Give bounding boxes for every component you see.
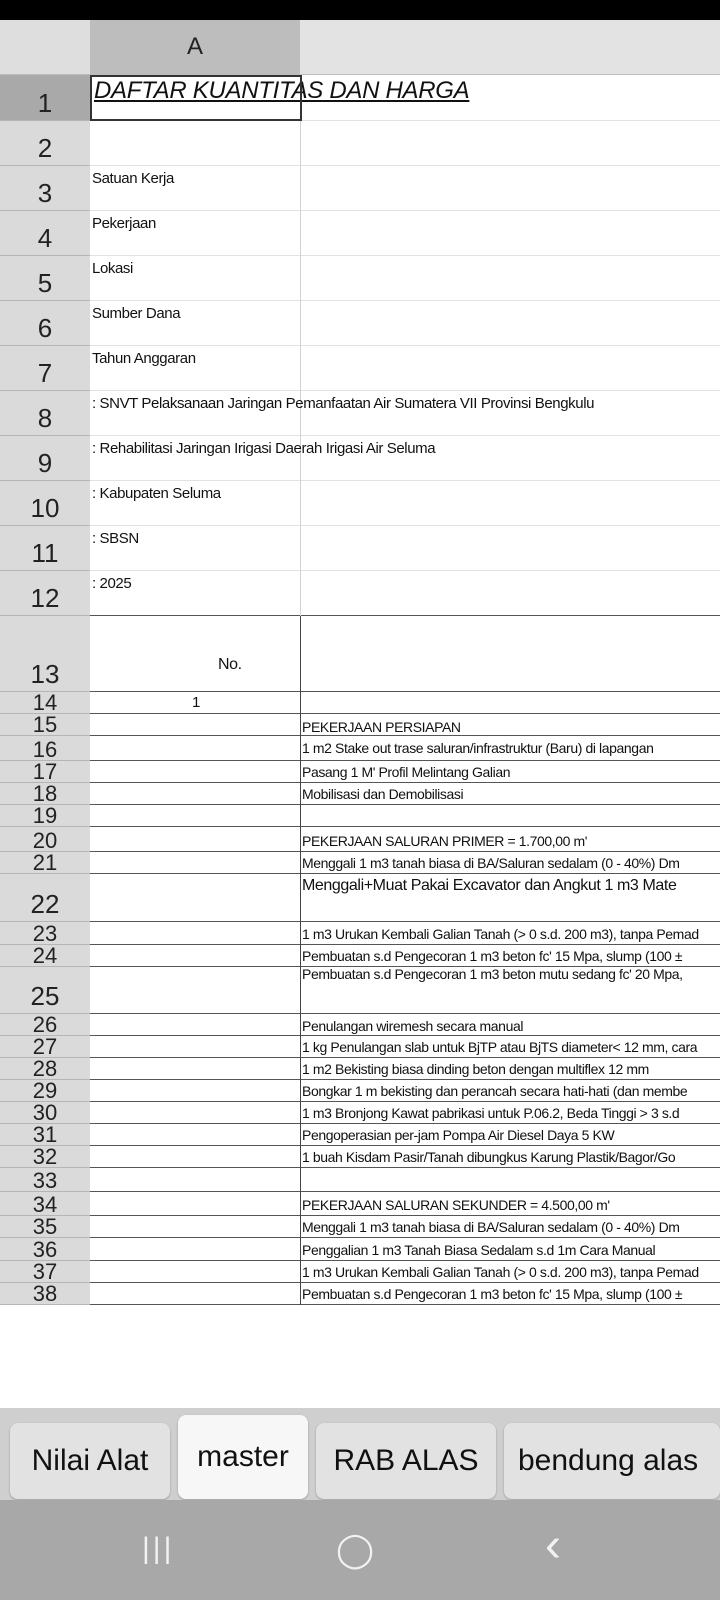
select-all-corner[interactable]: [0, 20, 91, 74]
cell-text: Lokasi: [92, 260, 133, 277]
row-header-22[interactable]: 22: [0, 874, 90, 922]
row-header-13[interactable]: 13: [0, 616, 90, 692]
cell-text: 1 m3 Urukan Kembali Galian Tanah (> 0 s.d. 200 m3), tanpa Pemad: [302, 926, 699, 942]
column-divider: [300, 1146, 301, 1168]
row-header-28[interactable]: 28: [0, 1058, 90, 1080]
row-35[interactable]: [0, 1216, 720, 1238]
column-divider: [300, 121, 301, 166]
sheet-tab-bendung-alas[interactable]: bendung alas: [504, 1423, 720, 1499]
column-divider: [300, 1192, 301, 1216]
cell-text: Menggali 1 m3 tanah biasa di BA/Saluran sedalam (0 - 40%) Dm: [302, 1219, 680, 1235]
row-cells-33[interactable]: [90, 1168, 720, 1192]
row-header-12[interactable]: 12: [0, 571, 90, 616]
row-cells-5[interactable]: [90, 256, 720, 301]
row-header-27[interactable]: 27: [0, 1036, 90, 1058]
column-divider: [300, 1102, 301, 1124]
column-divider: [300, 1168, 301, 1192]
column-divider: [300, 1238, 301, 1261]
column-divider: [300, 1036, 301, 1058]
row-37[interactable]: [0, 1261, 720, 1283]
row-header-32[interactable]: 32: [0, 1146, 90, 1168]
back-icon[interactable]: ‹: [545, 1519, 561, 1572]
column-divider: [300, 1058, 301, 1080]
cell-text: PEKERJAAN SALURAN PRIMER = 1.700,00 m': [302, 833, 588, 849]
row-header-26[interactable]: 26: [0, 1014, 90, 1036]
row-3[interactable]: [0, 166, 720, 211]
column-divider: [300, 761, 301, 783]
row-header-30[interactable]: 30: [0, 1102, 90, 1124]
row-header-6[interactable]: 6: [0, 301, 90, 346]
row-27[interactable]: [0, 1036, 720, 1058]
sheet-tab-rab-alas[interactable]: RAB ALAS: [316, 1423, 496, 1499]
row-header-9[interactable]: 9: [0, 436, 90, 481]
cell-text: Pekerjaan: [92, 215, 156, 232]
row-12[interactable]: [0, 571, 720, 616]
row-header-8[interactable]: 8: [0, 391, 90, 436]
cell-text: Pembuatan s.d Pengecoran 1 m3 beton fc' 15 Mpa, slump (100 ±: [302, 1286, 683, 1302]
row-38[interactable]: [0, 1283, 720, 1305]
row-header-37[interactable]: 37: [0, 1261, 90, 1283]
column-divider: [300, 922, 301, 945]
cell-text: Mobilisasi dan Demobilisasi: [302, 786, 464, 802]
cell-text: Bongkar 1 m bekisting dan perancah secara hati-hati (dan membe: [302, 1083, 688, 1099]
row-header-38[interactable]: 38: [0, 1283, 90, 1305]
row-34[interactable]: [0, 1192, 720, 1216]
row-header-33[interactable]: 33: [0, 1168, 90, 1192]
row-header-19[interactable]: 19: [0, 805, 90, 827]
column-divider: [300, 1124, 301, 1146]
row-9[interactable]: [0, 436, 720, 481]
row-28[interactable]: [0, 1058, 720, 1080]
cell-text: Pengoperasian per-jam Pompa Air Diesel Daya 5 KW: [302, 1127, 615, 1143]
cell-text: : 2025: [92, 575, 132, 592]
cell-text: Pembuatan s.d Pengecoran 1 m3 beton fc' 15 Mpa, slump (100 ±: [302, 948, 683, 964]
recent-apps-icon[interactable]: |||: [142, 1532, 175, 1565]
row-17[interactable]: [0, 761, 720, 783]
row-29[interactable]: [0, 1080, 720, 1102]
cell-text: 1 m2 Bekisting biasa dinding beton dengan multiflex 12 mm: [302, 1061, 649, 1077]
cell-text: 1 m2 Stake out trase saluran/infrastruktur (Baru) di lapangan: [302, 740, 654, 756]
column-divider: [300, 616, 301, 692]
cell-text: Tahun Anggaran: [92, 350, 196, 367]
cell-text: Pasang 1 M' Profil Melintang Galian: [302, 764, 511, 780]
row-header-2[interactable]: 2: [0, 121, 90, 166]
cell-text: : Rehabilitasi Jaringan Irigasi Daerah Irigasi Air Seluma: [92, 440, 436, 457]
column-divider: [300, 1261, 301, 1283]
sheet-tab-master[interactable]: master: [178, 1415, 308, 1499]
row-cells-6[interactable]: [90, 301, 720, 346]
cell-text: 1 kg Penulangan slab untuk BjTP atau BjTS diameter< 12 mm, cara: [302, 1039, 698, 1055]
row-cells-13[interactable]: [90, 616, 720, 692]
row-header-7[interactable]: 7: [0, 346, 90, 391]
column-divider: [300, 967, 301, 1014]
row-header-29[interactable]: 29: [0, 1080, 90, 1102]
cell-text: Sumber Dana: [92, 305, 181, 322]
row-header-15[interactable]: 15: [0, 714, 90, 736]
row-30[interactable]: [0, 1102, 720, 1124]
column-divider: [300, 166, 301, 211]
cell-text: Pembuatan s.d Pengecoran 1 m3 beton mutu sedang fc' 20 Mpa,: [302, 966, 683, 982]
row-36[interactable]: [0, 1238, 720, 1261]
column-divider: [300, 852, 301, 874]
column-divider: [300, 256, 301, 301]
sheet-tab-nilai-alat[interactable]: Nilai Alat: [10, 1423, 170, 1499]
column-divider: [300, 211, 301, 256]
row-header-17[interactable]: 17: [0, 761, 90, 783]
column-divider: [300, 692, 301, 714]
row-1[interactable]: [0, 75, 720, 121]
column-divider: [300, 945, 301, 967]
row-header-1[interactable]: 1: [0, 75, 90, 121]
column-divider: [300, 1283, 301, 1305]
row-10[interactable]: [0, 481, 720, 526]
cell-text: PEKERJAAN PERSIAPAN: [302, 719, 461, 735]
row-31[interactable]: [0, 1124, 720, 1146]
row-4[interactable]: [0, 211, 720, 256]
cell-text: : Kabupaten Seluma: [92, 485, 221, 502]
row-6[interactable]: [0, 301, 720, 346]
row-header-5[interactable]: 5: [0, 256, 90, 301]
sheet-title-cell-text: DAFTAR KUANTITAS DAN HARGA: [94, 77, 470, 104]
column-divider: [300, 714, 301, 736]
row-16[interactable]: [0, 736, 720, 761]
column-divider: [300, 805, 301, 827]
cell-text: Menggali+Muat Pakai Excavator dan Angkut 1 m3 Mate: [302, 877, 677, 894]
row-cells-11[interactable]: [90, 526, 720, 571]
column-header-next[interactable]: [300, 20, 720, 74]
row-23[interactable]: [0, 922, 720, 945]
row-32[interactable]: [0, 1146, 720, 1168]
row-header-4[interactable]: 4: [0, 211, 90, 256]
row-18[interactable]: [0, 783, 720, 805]
row-header-18[interactable]: 18: [0, 783, 90, 805]
column-divider: [300, 827, 301, 852]
row-15[interactable]: [0, 714, 720, 736]
cell-grid[interactable]: [0, 75, 720, 1408]
cell-text: Menggali 1 m3 tanah biasa di BA/Saluran sedalam (0 - 40%) Dm: [302, 855, 680, 871]
system-navigation-bar: [0, 1500, 720, 1600]
row-19[interactable]: [0, 805, 720, 827]
row-header-11[interactable]: 11: [0, 526, 90, 571]
row-24[interactable]: [0, 945, 720, 967]
row-21[interactable]: [0, 852, 720, 874]
row-cells-12[interactable]: [90, 571, 720, 616]
row-header-34[interactable]: 34: [0, 1192, 90, 1216]
row-header-25[interactable]: 25: [0, 967, 90, 1014]
row-13[interactable]: [0, 616, 720, 692]
row-7[interactable]: [0, 346, 720, 391]
home-icon[interactable]: ◯: [336, 1531, 375, 1569]
row-cells-14[interactable]: [90, 692, 720, 714]
cell-text: Penulangan wiremesh secara manual: [302, 1018, 524, 1034]
row-cells-3[interactable]: [90, 166, 720, 211]
column-divider: [300, 301, 301, 346]
row-header-31[interactable]: 31: [0, 1124, 90, 1146]
row-25[interactable]: [0, 967, 720, 1014]
row-33[interactable]: [0, 1168, 720, 1192]
row-14[interactable]: [0, 692, 720, 714]
column-divider: [300, 1080, 301, 1102]
row-header-21[interactable]: 21: [0, 852, 90, 874]
cell-text: No.: [218, 656, 242, 673]
column-divider: [300, 346, 301, 391]
row-header-16[interactable]: 16: [0, 736, 90, 761]
row-header-35[interactable]: 35: [0, 1216, 90, 1238]
column-divider: [300, 736, 301, 761]
cell-text: PEKERJAAN SALURAN SEKUNDER = 4.500,00 m': [302, 1197, 610, 1213]
row-2[interactable]: [0, 121, 720, 166]
row-cells-4[interactable]: [90, 211, 720, 256]
column-divider: [300, 783, 301, 805]
row-header-10[interactable]: 10: [0, 481, 90, 526]
spreadsheet-screen: [0, 20, 720, 1600]
row-22[interactable]: [0, 874, 720, 922]
cell-text: 1: [192, 694, 200, 711]
row-header-3[interactable]: 3: [0, 166, 90, 211]
cell-text: : SNVT Pelaksanaan Jaringan Pemanfaatan Air Sumatera VII Provinsi Bengkulu: [92, 395, 595, 412]
cell-text: Satuan Kerja: [92, 170, 174, 187]
column-divider: [300, 571, 301, 616]
column-header-bar: [0, 20, 720, 75]
column-header-a[interactable]: A: [90, 20, 300, 74]
column-divider: [300, 874, 301, 922]
row-8[interactable]: [0, 391, 720, 436]
row-5[interactable]: [0, 256, 720, 301]
row-header-20[interactable]: 20: [0, 827, 90, 852]
column-divider: [300, 1216, 301, 1238]
column-divider: [300, 1014, 301, 1036]
row-header-24[interactable]: 24: [0, 945, 90, 967]
row-20[interactable]: [0, 827, 720, 852]
row-26[interactable]: [0, 1014, 720, 1036]
column-divider: [300, 481, 301, 526]
column-divider: [300, 526, 301, 571]
cell-text: : SBSN: [92, 530, 139, 547]
row-header-14[interactable]: 14: [0, 692, 90, 714]
row-cells-2[interactable]: [90, 121, 720, 166]
row-header-23[interactable]: 23: [0, 922, 90, 945]
row-cells-19[interactable]: [90, 805, 720, 827]
cell-text: 1 buah Kisdam Pasir/Tanah dibungkus Karung Plastik/Bagor/Go: [302, 1149, 676, 1165]
row-header-36[interactable]: 36: [0, 1238, 90, 1261]
cell-text: 1 m3 Urukan Kembali Galian Tanah (> 0 s.d. 200 m3), tanpa Pemad: [302, 1264, 699, 1280]
row-11[interactable]: [0, 526, 720, 571]
selected-cell-a1[interactable]: [90, 75, 302, 121]
cell-text: Penggalian 1 m3 Tanah Biasa Sedalam s.d 1m Cara Manual: [302, 1242, 656, 1258]
cell-text: 1 m3 Bronjong Kawat pabrikasi untuk P.06.2, Beda Tinggi > 3 s.d: [302, 1105, 680, 1121]
